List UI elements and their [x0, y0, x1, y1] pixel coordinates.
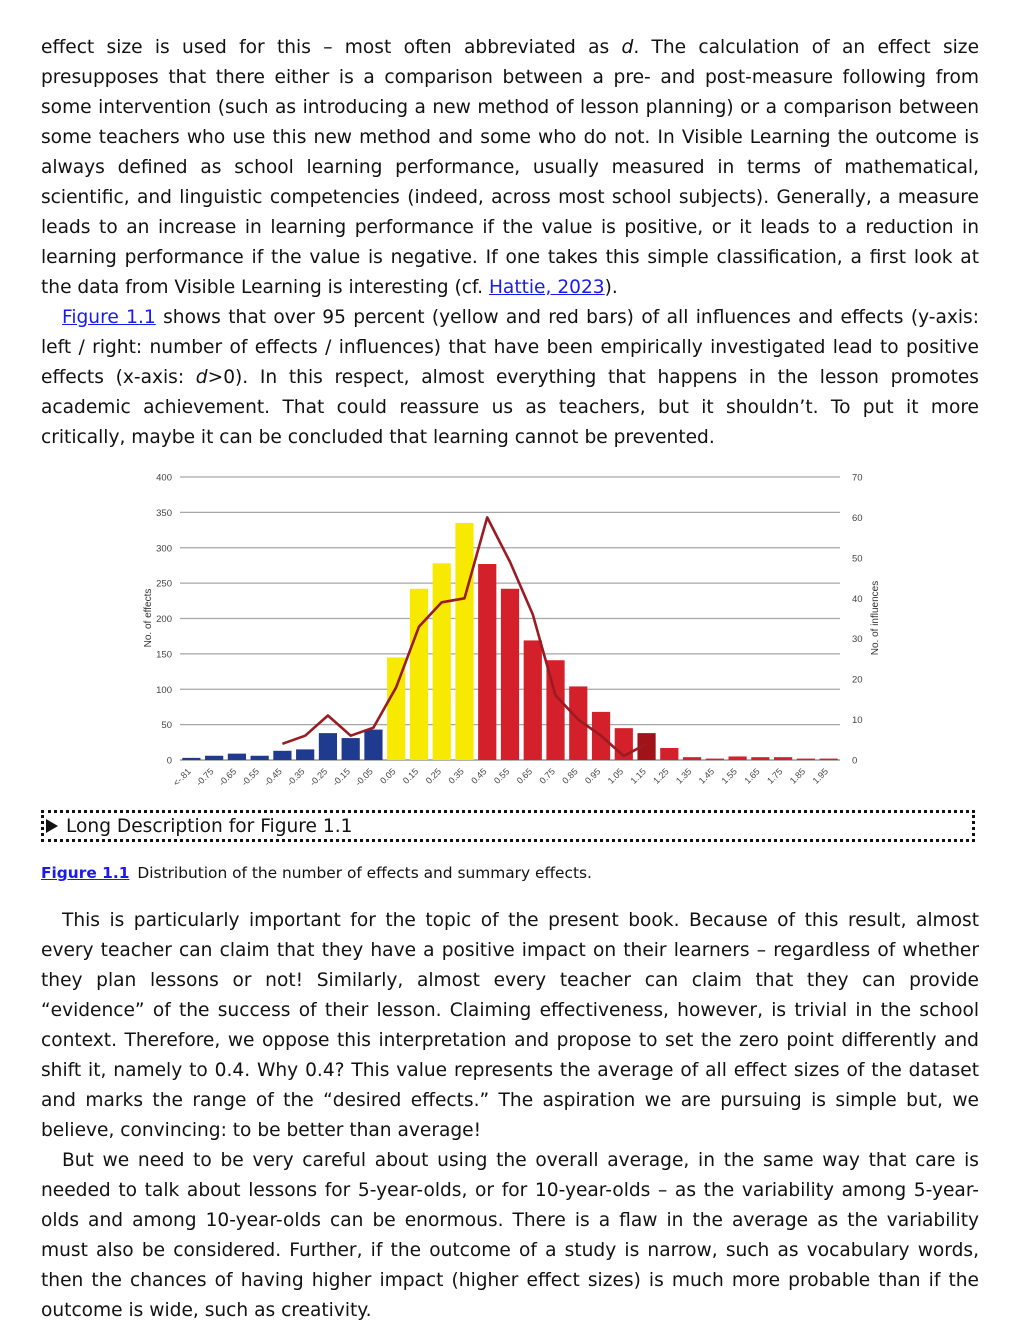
paragraph-2-text-a: shows that over 95 percent (yellow and red bars) of all influences and effects (y-axis: left / right: number of effects / influences) that have been empirically investigated lead to positive effects (x-axis: — [41, 307, 979, 388]
y-tick-label: 300 — [156, 543, 172, 555]
y2-tick-label: 30 — [852, 634, 863, 646]
bar — [364, 730, 382, 760]
bar — [251, 756, 269, 760]
bar — [273, 751, 291, 760]
figure-caption-ref-link[interactable]: Figure 1.1 — [41, 864, 130, 882]
paragraph-1-text-b: . The calculation of an effect size presupposes that there either is a comparison between a pre- and post-measure following from some intervention (such as introducing a new method of lesson planning) or a comparison between some teachers who use this new method and some who do not. In Visible Learning the outcome is always defined as school learning performance, usually measured in terms of mathematical, scientific, and linguistic competencies (indeed, across most school subjects). Generally, a measure leads to an increase in learning performance if the value is positive, or it leads to a reduction in learning performance if the value is negative. If one takes this simple classification, a first look at the data from Visible Learning is interesting (cf. — [41, 37, 980, 298]
figure-caption — [41, 862, 592, 884]
x-tick-label: 0.35 — [446, 766, 466, 786]
effect-size-symbol: d — [621, 37, 634, 58]
bar — [478, 564, 496, 760]
x-tick-label: 1.25 — [651, 766, 671, 786]
bar — [501, 589, 519, 760]
paragraph-1-text-a: effect size is used for this – most often abbreviated as — [41, 37, 622, 58]
x-tick-label: -0.05 — [353, 766, 375, 788]
x-tick-label: 1.15 — [628, 766, 648, 786]
x-tick-label: 1.65 — [742, 766, 762, 786]
y2-tick-label: 40 — [852, 593, 863, 605]
bar — [751, 757, 769, 760]
x-tick-label: 1.35 — [674, 766, 694, 786]
x-tick-label: 0.45 — [469, 766, 489, 786]
x-tick-label: 0.65 — [514, 766, 535, 786]
paragraph-4: But we need to be very careful about using the overall average, in the same way that care is needed to talk about lessons for 5-year-olds, or for 10-year-olds – as the variability among 5-year-olds and among 10-year-olds can be enormous. There is a flaw in the average as the variability must also be considered. Further, if the outcome of a study is narrow, such as vocabulary words, then the chances of having higher impact (higher effect sizes) is much more probable than if the outcome is wide, such as creativity. — [41, 1150, 979, 1321]
x-tick-label: -0.55 — [239, 766, 262, 788]
paragraph-2 — [41, 303, 979, 453]
disclosure-triangle-icon — [46, 819, 58, 833]
paragraph-3: This is particularly important for the topic of the present book. Because of this result, almost every teacher can claim that they have a positive impact on their learners – regardless of whether they plan lessons or not! Similarly, almost every teacher can claim that they can provide “evidence” of the success of their lesson. Claiming effectiveness, however, is trivial in the school context. Therefore, we oppose this interpretation and propose to set the zero point differently and shift it, namely to 0.4. Why 0.4? This value represents the average of all effect sizes of the dataset and marks the range of the “desired effects.” The aspiration we are pursuing is simple but, we believe, convincing: to be better than average! — [41, 910, 979, 1141]
x-tick-label: -0.15 — [330, 766, 353, 788]
x-tick-label: 0.15 — [400, 766, 421, 786]
bar — [706, 759, 724, 760]
x-tick-label: -0.75 — [193, 766, 216, 788]
top-text — [41, 33, 979, 453]
y2-tick-label: 70 — [852, 472, 863, 484]
bar — [774, 757, 792, 760]
long-description-label: Long Description for Figure 1.1 — [66, 816, 353, 837]
bar — [524, 640, 542, 760]
x-tick-label: -0.45 — [262, 766, 284, 788]
paragraph-1 — [41, 33, 979, 303]
y-tick-label: 0 — [166, 755, 172, 767]
bar — [728, 756, 746, 760]
x-tick-label: 0.95 — [582, 766, 603, 786]
x-tick-label: 0.75 — [537, 766, 557, 786]
effect-size-symbol: d — [195, 367, 208, 388]
paragraph-1-text-c: ). — [604, 277, 618, 298]
y-tick-label: 400 — [156, 472, 172, 484]
x-tick-label: 1.45 — [696, 766, 717, 786]
y-tick-label: 50 — [161, 720, 172, 732]
x-tick-label: 1.85 — [787, 766, 808, 786]
bar — [296, 749, 314, 760]
y-tick-label: 350 — [156, 507, 172, 519]
bar — [228, 754, 246, 760]
x-tick-label: 1.75 — [765, 766, 785, 786]
x-tick-label: 1.55 — [719, 766, 740, 786]
x-tick-label: 0.55 — [491, 766, 512, 786]
long-description-toggle[interactable] — [41, 810, 975, 842]
hattie-2023-link[interactable]: Hattie, 2023 — [488, 277, 605, 298]
bar — [342, 738, 360, 760]
y2-tick-label: 20 — [852, 674, 863, 686]
y-axis-label: No. of effects — [143, 588, 154, 648]
bar — [797, 759, 815, 760]
x-tick-label: <-.81 — [171, 766, 193, 789]
paragraph-2-text-b: >0). In this respect, almost everything that happens in the lesson promotes academic achievement. That could reassure us as teachers, but it shouldn’t. To put it more critically, maybe it can be concluded that learning cannot be prevented. — [41, 367, 979, 448]
y-tick-label: 250 — [156, 578, 172, 590]
y2-axis-label: No. of influences — [870, 580, 881, 656]
x-tick-label: -0.25 — [307, 766, 330, 788]
figure-1-1-link[interactable]: Figure 1.1 — [62, 307, 156, 328]
x-tick-label: 1.95 — [810, 766, 831, 786]
y2-tick-label: 50 — [852, 553, 863, 565]
y-tick-label: 200 — [156, 614, 172, 625]
bottom-text — [41, 906, 979, 1326]
bar — [820, 759, 838, 760]
x-tick-label: 1.05 — [605, 766, 626, 786]
bar — [205, 756, 223, 760]
bar — [683, 757, 701, 760]
y2-tick-label: 60 — [852, 512, 863, 524]
x-tick-label: 0.85 — [560, 766, 580, 786]
bar — [410, 589, 428, 760]
chart-svg — [135, 462, 885, 802]
x-tick-label: 0.05 — [378, 766, 398, 786]
y-tick-label: 150 — [156, 649, 172, 661]
bar — [319, 733, 337, 760]
bar — [433, 563, 451, 760]
figure-1-1-chart — [135, 462, 885, 802]
x-tick-label: 0.25 — [423, 766, 444, 786]
y-tick-label: 100 — [156, 684, 172, 696]
figure-caption-text: Distribution of the number of effects and summary effects. — [137, 864, 592, 882]
y2-tick-label: 0 — [852, 755, 858, 767]
bar — [455, 523, 473, 760]
bar — [660, 748, 678, 760]
bar — [182, 758, 200, 760]
x-tick-label: -0.65 — [216, 766, 239, 788]
x-tick-label: -0.35 — [285, 766, 307, 788]
y2-tick-label: 10 — [852, 715, 863, 727]
